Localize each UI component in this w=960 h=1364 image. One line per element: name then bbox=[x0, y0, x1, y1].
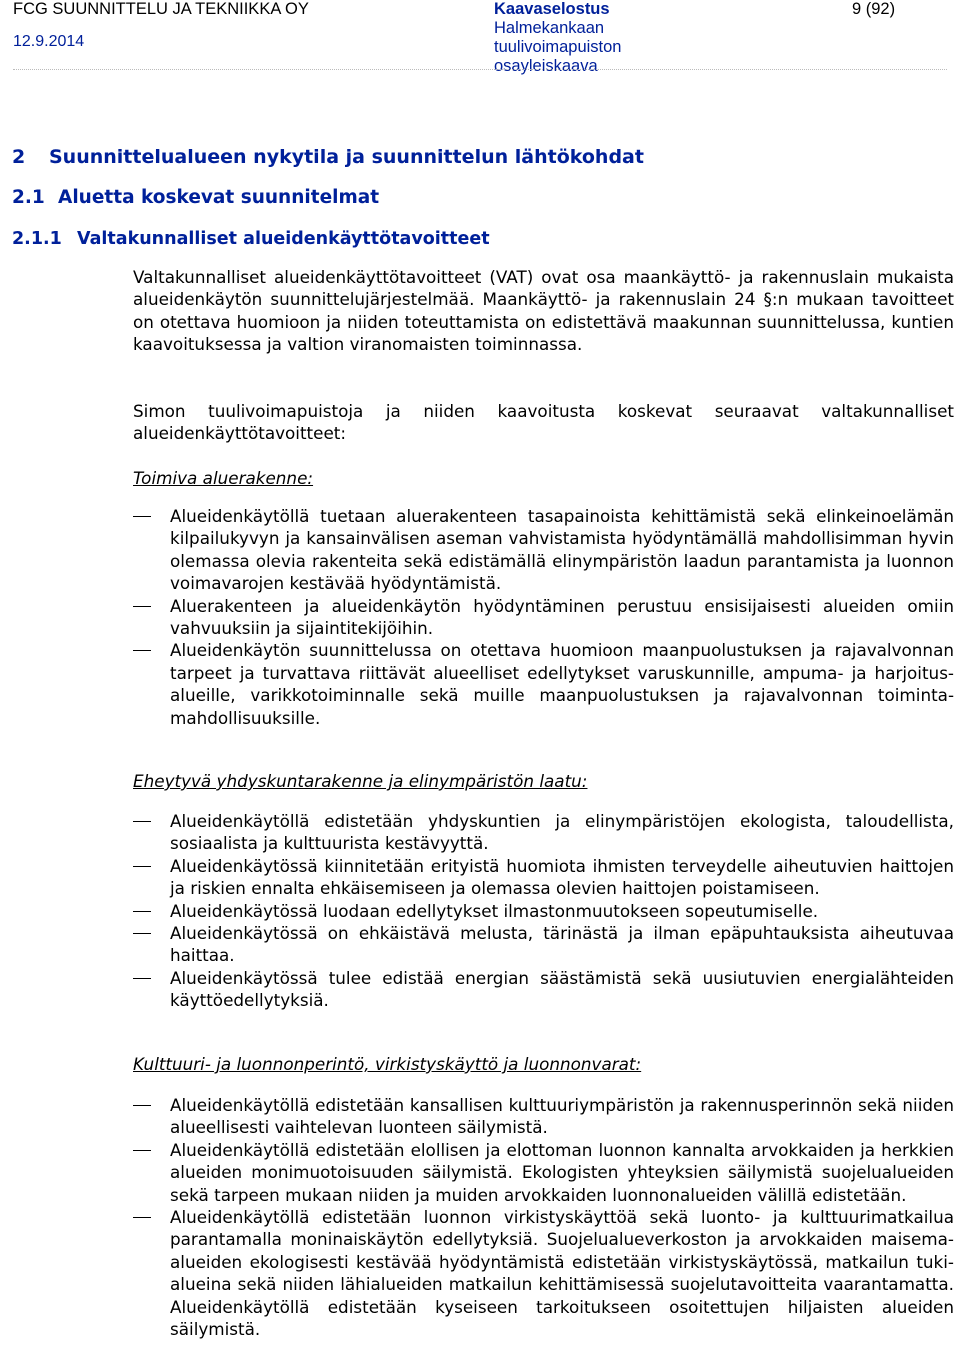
heading-text: Aluetta koskevat suunnitelmat bbox=[58, 187, 380, 208]
list-item: Alueidenkäytössä luodaan edellytykset ilmastonmuutokseen sopeutumiselle. bbox=[133, 900, 954, 922]
heading-level-2 bbox=[12, 187, 379, 208]
list-item: Alueidenkäytöllä tuetaan aluerakenteen tasapainoista kehittämistä sekä elinkeinoelämän kilpailukyvyn ja kansainvälisen aseman vahvistamista hyödyntämällä mahdollisimman hyvin olemassa olevia rakenteita sekä edistämällä elinympäristön laadun parantamista ja luonnon voimavarojen kestävää hyödyntämistä. bbox=[133, 505, 954, 595]
dash-bullet-icon bbox=[133, 978, 151, 979]
section-title: Eheytyvä yhdyskuntarakenne ja elinympäristön laatu: bbox=[133, 771, 588, 791]
heading-number: 2 bbox=[12, 146, 26, 168]
header-divider bbox=[13, 69, 947, 70]
list-item: Aluerakenteen ja alueidenkäytön hyödyntäminen perustuu ensisijaisesti alueiden omiin vahvuuksiin ja sijaintitekijöihin. bbox=[133, 595, 954, 640]
list-item: Alueidenkäytössä kiinnitetään erityistä huomiota ihmisten terveydelle aiheutuvien haittojen ja riskien ennalta ehkäisemiseen ja olemassa olevien haittojen poistamiseen. bbox=[133, 855, 954, 900]
section-title: Toimiva aluerakenne: bbox=[133, 468, 314, 488]
bullet-list bbox=[133, 505, 954, 729]
heading-level-3 bbox=[12, 229, 490, 249]
page-number: 9 (92) bbox=[852, 0, 896, 18]
list-item: Alueidenkäytöllä edistetään luonnon virkistyskäyttöä sekä luonto- ja kulttuurimatkailua parantamalla moninaiskäytön edellytyksiä. Suojelualueverkoston ja arvokkaiden maisema-alueiden ekologisesti kestävää hyödyntämistä edistetään virkistyskäytössä, matkailun tuki-alueina sekä niiden lähialueiden matkailun kehittämisessä suojelutavoitteita vaarantamatta. Alueidenkäytöllä edistetään kyseiseen tarkoitukseen osoitettujen hiljaisten alueiden säilymistä. bbox=[133, 1206, 954, 1340]
heading-number: 2.1.1 bbox=[12, 229, 62, 249]
bullet-list bbox=[133, 1094, 954, 1340]
section-title: Kulttuuri- ja luonnonperintö, virkistyskäyttö ja luonnonvarat: bbox=[133, 1054, 642, 1074]
document-subtitle-line3: osayleiskaava bbox=[494, 57, 598, 75]
dash-bullet-icon bbox=[133, 933, 151, 934]
dash-bullet-icon bbox=[133, 821, 151, 822]
list-item: Alueidenkäytöllä edistetään elollisen ja elottoman luonnon kannalta arvokkaiden ja herkkien alueiden monimuotoisuuden säilymistä. Ekologisten yhteyksien säilymistä suojelualueiden sekä tarpeen mukaan niiden ja muiden arvokkaiden luonnonalueiden välillä edistetään. bbox=[133, 1139, 954, 1206]
heading-text: Suunnittelualueen nykytila ja suunnittelun lähtökohdat bbox=[49, 146, 644, 168]
list-item: Alueidenkäytöllä edistetään yhdyskuntien ja elinympäristöjen ekologista, taloudellista, sosiaalista ja kulttuurista kestävyyttä. bbox=[133, 810, 954, 855]
page-header bbox=[0, 0, 960, 75]
dash-bullet-icon bbox=[133, 911, 151, 912]
organization-name: FCG SUUNNITTELU JA TEKNIIKKA OY bbox=[13, 0, 309, 18]
list-item: Alueidenkäytöllä edistetään kansallisen kulttuuriympäristön ja rakennusperinnön sekä niiden alueellisesti vaihtelevan luonteen säilymistä. bbox=[133, 1094, 954, 1139]
dash-bullet-icon bbox=[133, 650, 151, 651]
heading-text: Valtakunnalliset alueidenkäyttötavoitteet bbox=[77, 229, 490, 249]
bullet-list bbox=[133, 810, 954, 1012]
dash-bullet-icon bbox=[133, 1217, 151, 1218]
list-item: Alueidenkäytön suunnittelussa on otettava huomioon maanpuolustuksen ja rajavalvonnan tarpeet ja turvattava riittävät alueelliset edellytykset varuskunnille, ampuma- ja harjoitus-alueille, varikkotoiminnalle sekä muille maanpuolustuksen ja rajavalvonnan toiminta-mahdollisuuksille. bbox=[133, 639, 954, 729]
dash-bullet-icon bbox=[133, 516, 151, 517]
paragraph-simo: Simon tuulivoimapuistoja ja niiden kaavoitusta koskevat seuraavat valtakunnalliset alueidenkäyttötavoitteet: bbox=[133, 401, 954, 444]
heading-number: 2.1 bbox=[12, 187, 45, 208]
list-item: Alueidenkäytössä on ehkäistävä melusta, tärinästä ja ilman epäpuhtauksista aiheutuvaa haittaa. bbox=[133, 922, 954, 967]
dash-bullet-icon bbox=[133, 866, 151, 867]
dash-bullet-icon bbox=[133, 606, 151, 607]
list-item: Alueidenkäytössä tulee edistää energian säästämistä sekä uusiutuvien energialähteiden käyttöedellytyksiä. bbox=[133, 967, 954, 1012]
heading-level-1 bbox=[12, 146, 644, 168]
document-subtitle-line1: Halmekankaan bbox=[494, 19, 605, 37]
dash-bullet-icon bbox=[133, 1105, 151, 1106]
dash-bullet-icon bbox=[133, 1150, 151, 1151]
document-title: Kaavaselostus bbox=[494, 0, 610, 18]
document-subtitle-line2: tuulivoimapuiston bbox=[494, 38, 622, 56]
paragraph-intro: Valtakunnalliset alueidenkäyttötavoitteet (VAT) ovat osa maankäyttö- ja rakennuslain mukaista alueidenkäytön suunnittelujärjestelmää. Maankäyttö- ja rakennuslain 24 §:n mukaan tavoitteet on otettava huomioon ja niiden toteuttamista on edistettävä maakunnan suunnittelussa, kuntien kaavoituksessa ja valtion viranomaisten toiminnassa. bbox=[133, 267, 954, 355]
document-date: 12.9.2014 bbox=[13, 33, 85, 50]
document-title-block bbox=[494, 0, 622, 76]
